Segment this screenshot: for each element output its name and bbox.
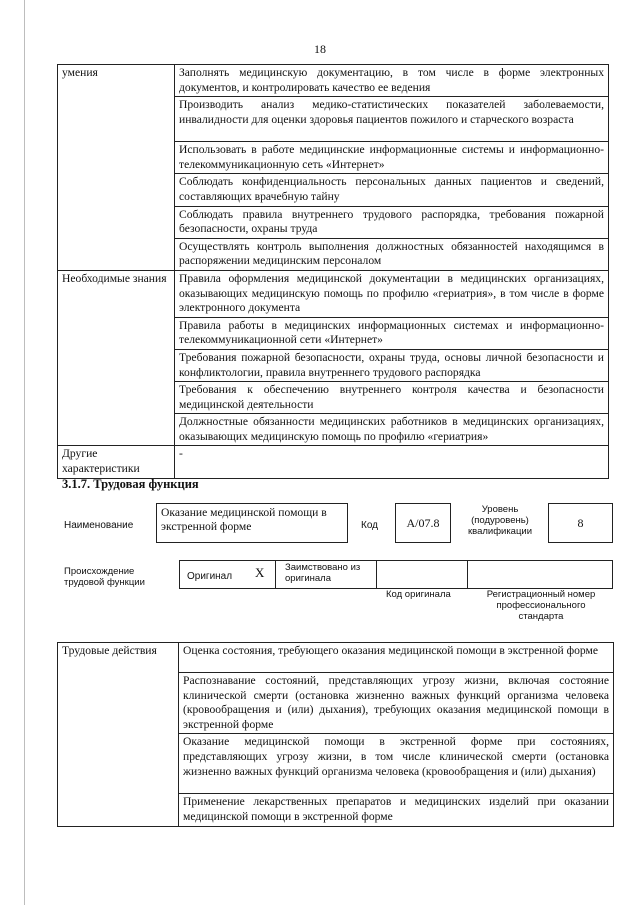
- row-label-skills: умения: [58, 65, 175, 271]
- knowledge-item: Требования пожарной безопасности, охраны труда, основы личной безопасности и конфликтологии, правила внутреннего трудового распорядка: [175, 349, 609, 381]
- code-label: Код: [361, 520, 379, 531]
- skill-item: Соблюдать конфиденциальность персональных данных пациентов и сведений, составляющих врачебную тайну: [175, 174, 609, 206]
- code-value: A/07.8: [406, 515, 440, 530]
- row-label-knowledge: Необходимые знания: [58, 270, 175, 446]
- borrowed-label: Заимствовано из оригинала: [285, 562, 361, 584]
- knowledge-item: Должностные обязанности медицинских работников в медицинских организациях, оказывающих медицинскую помощь по профилю «гериатрия»: [175, 414, 609, 446]
- reg-number-cell: [467, 560, 613, 589]
- skills-knowledge-table: [57, 64, 609, 479]
- labor-action-item: Применение лекарственных препаратов и медицинских изделий при оказании медицинской помощи в экстренной форме: [179, 794, 614, 826]
- name-label: Наименование: [64, 520, 134, 531]
- level-box: [548, 503, 613, 543]
- name-box: [156, 503, 348, 543]
- skill-item: Заполнять медицинскую документацию, в том числе в форме электронных документов, и контролировать качество ее ведения: [175, 65, 609, 97]
- row-label-other: Другие характеристики: [58, 446, 175, 478]
- labor-action-item: Оказание медицинской помощи в экстренной форме при состояниях, представляющих угрозу жизни, в том числе клинической смерти (остановка жизненно важных функций организма человека (кровообращения и (или) дыхания): [179, 734, 614, 794]
- origin-label: Происхождение трудовой функции: [64, 566, 145, 588]
- knowledge-item: Правила оформления медицинской документации в медицинских организациях, оказывающих медицинскую помощь по профилю «гериатрия», в том числе в форме электронного документа: [175, 270, 609, 317]
- row-label-labor-actions: Трудовые действия: [58, 643, 179, 827]
- skill-item: Осуществлять контроль выполнения должностных обязанностей находящимся в распоряжении медицинским персоналом: [175, 238, 609, 270]
- skill-item: Производить анализ медико-статистических показателей заболеваемости, инвалидности для оценки здоровья пациентов пожилого и старческого возраста: [175, 97, 609, 142]
- section-title: 3.1.7. Трудовая функция: [62, 477, 199, 491]
- skill-item: Использовать в работе медицинские информационные системы и информационно-телекоммуникационную сеть «Интернет»: [175, 142, 609, 174]
- original-label: Оригинал: [187, 571, 233, 582]
- level-value: 8: [577, 515, 584, 530]
- level-label: Уровень (подуровень) квалификации: [467, 504, 533, 537]
- labor-actions-table: [57, 642, 614, 827]
- other-item: -: [175, 446, 609, 478]
- labor-action-item: Оценка состояния, требующего оказания медицинской помощи в экстренной форме: [179, 643, 614, 673]
- reg-number-caption: Регистрационный номер профессионального стандарта: [486, 589, 596, 622]
- page-number: 18: [314, 42, 326, 56]
- original-code-cell: [376, 560, 468, 589]
- knowledge-item: Требования к обеспечению внутреннего контроля качества и безопасности медицинской деятельности: [175, 382, 609, 414]
- code-box: [395, 503, 451, 543]
- borrowed-cell: [275, 560, 377, 589]
- labor-action-item: Распознавание состояний, представляющих угрозу жизни, включая состояние клинической смерти (остановка жизненно важных функций организма человека (кровообращения и (или) дыхания), требующих оказания медицинской помощи в экстренной форме: [179, 673, 614, 734]
- original-code-caption: Код оригинала: [386, 589, 451, 600]
- name-value: Оказание медицинской помощи в экстренной форме: [161, 506, 327, 533]
- knowledge-item: Правила работы в медицинских информационных системах и информационно-телекоммуникационной сети «Интернет»: [175, 317, 609, 349]
- page-edge: [24, 0, 25, 905]
- original-mark: X: [255, 565, 265, 580]
- skill-item: Соблюдать правила внутреннего трудового распорядка, требования пожарной безопасности, охраны труда: [175, 206, 609, 238]
